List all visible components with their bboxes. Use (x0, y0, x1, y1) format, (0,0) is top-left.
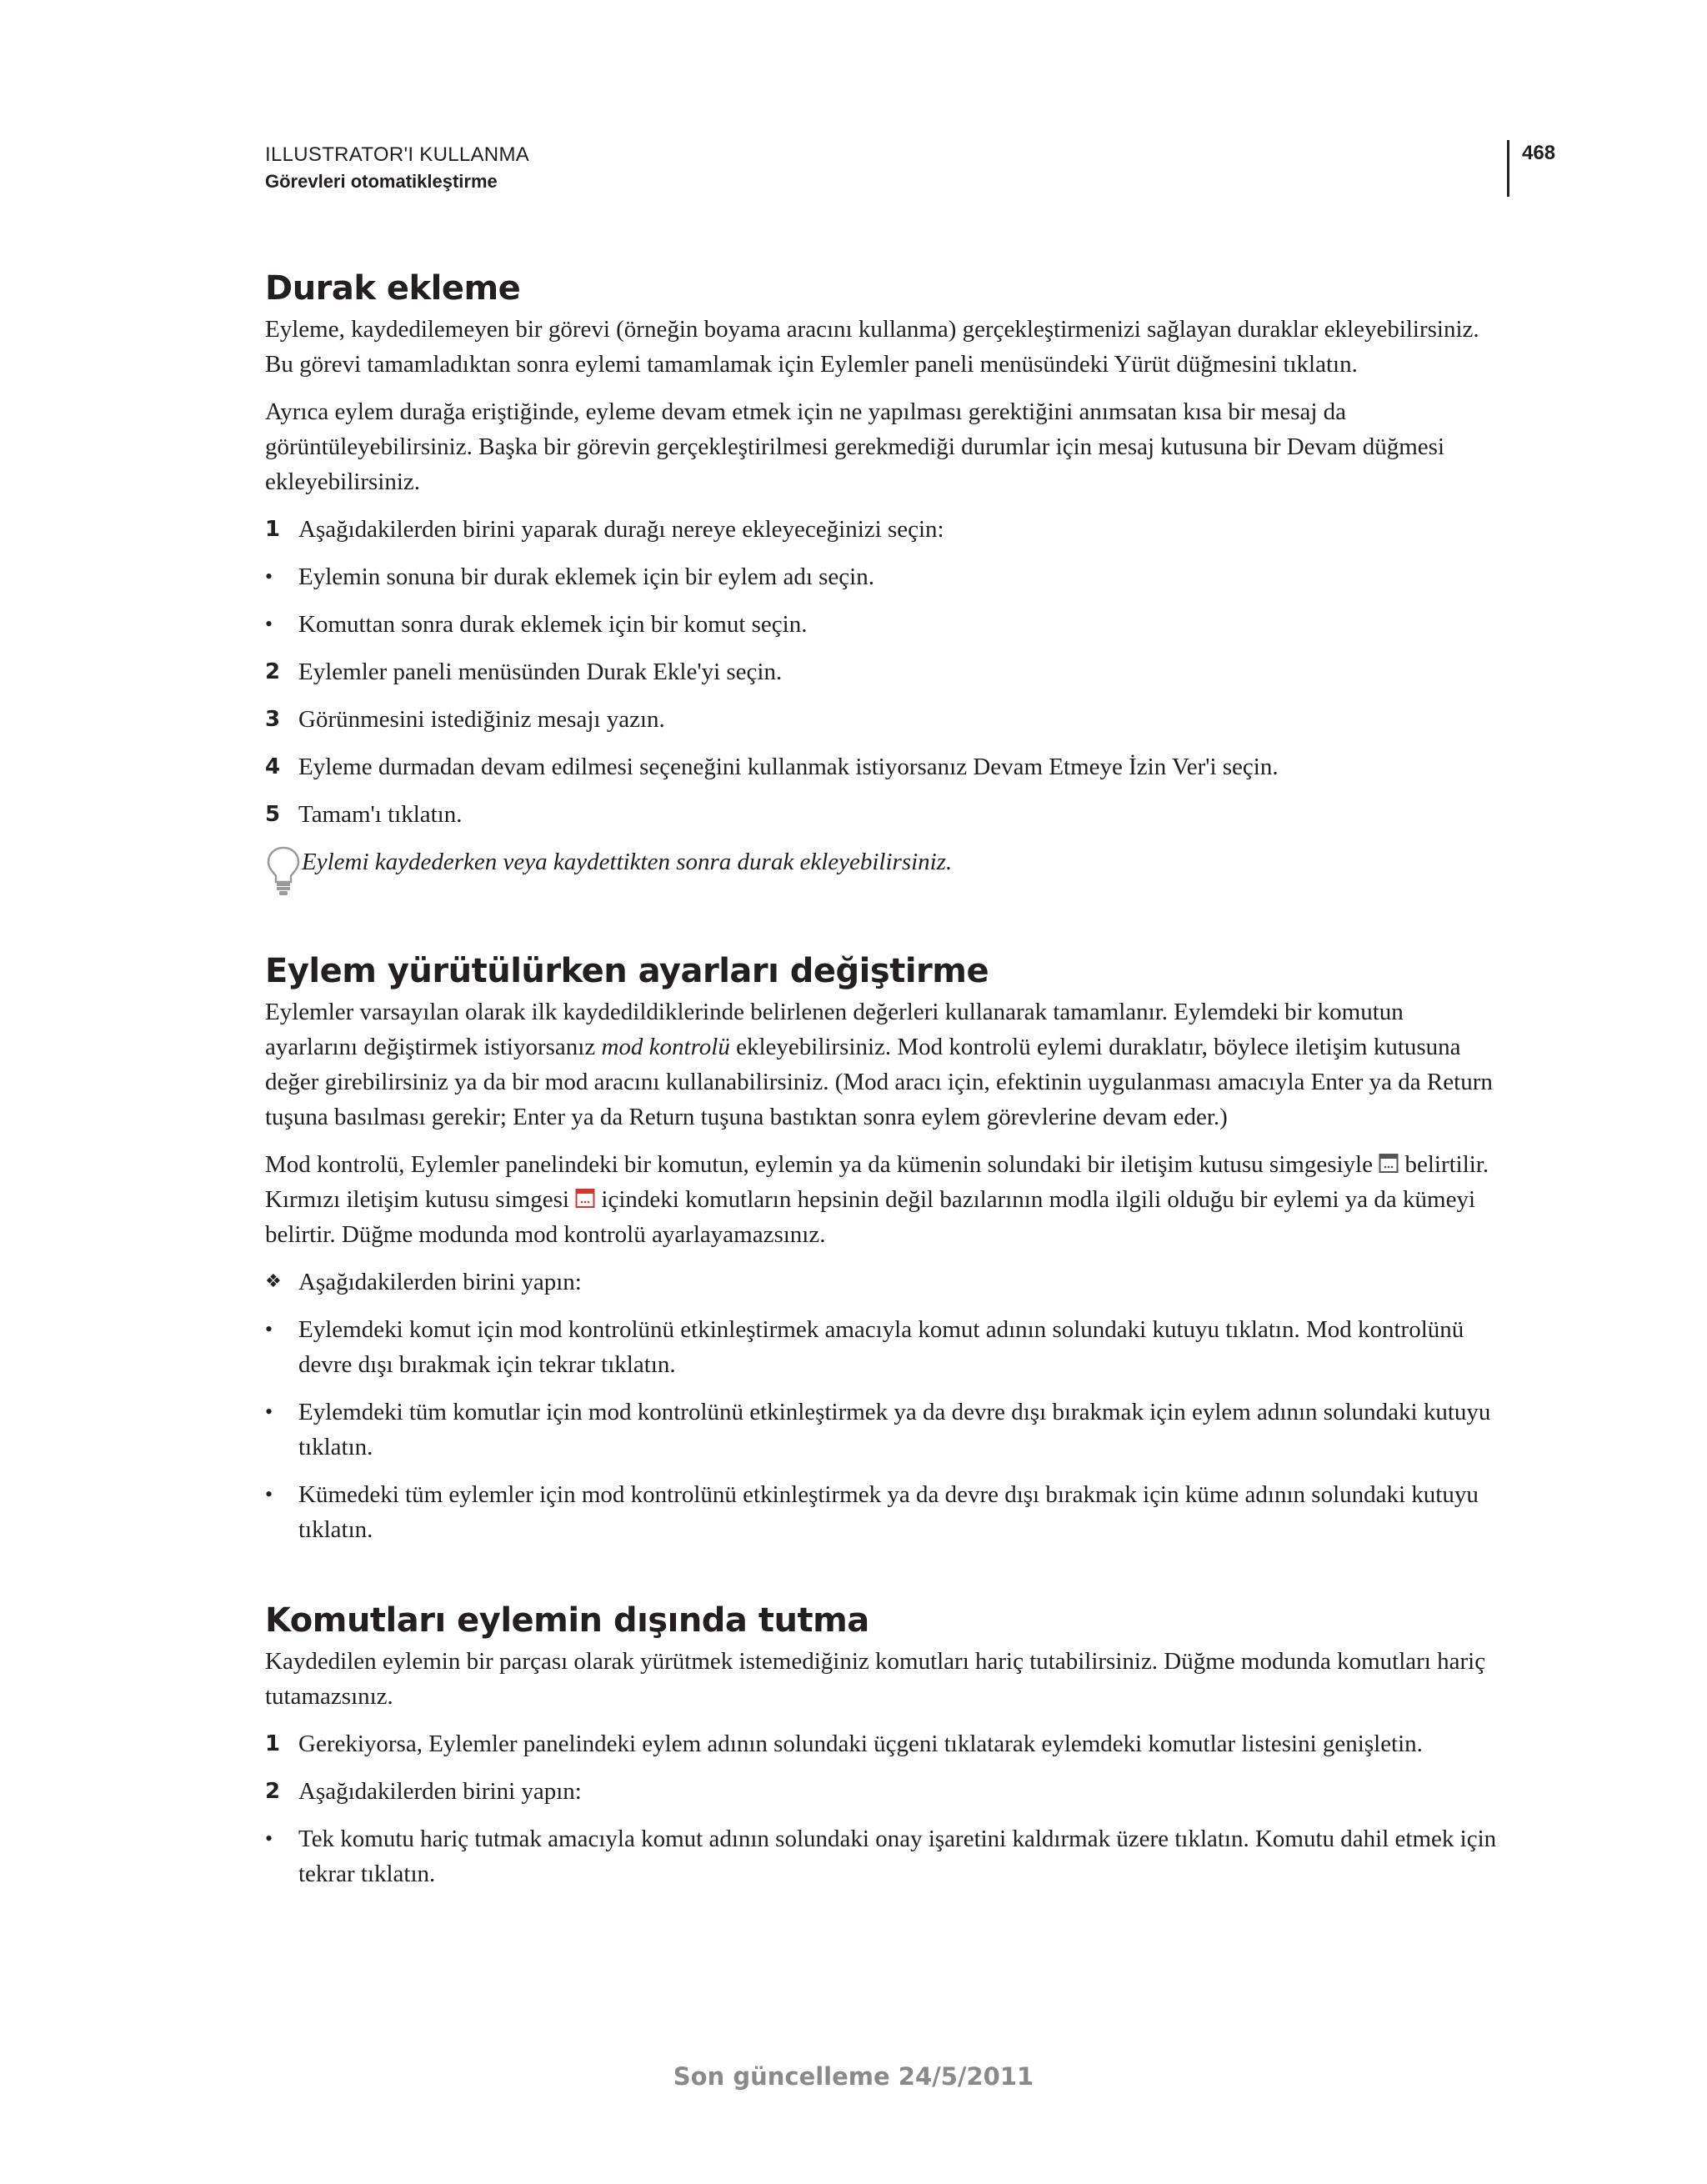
list-item (265, 1821, 1500, 1891)
list-item (265, 607, 1500, 642)
list-item-text: Aşağıdakilerden birini yaparak durağı nereye ekleyeceğinizi seçin: (298, 516, 944, 543)
text-run: belirtilir. Kırmızı iletişim kutusu simgesi (265, 1151, 1489, 1213)
paragraph (265, 1147, 1500, 1252)
dialog-box-icon (1379, 1153, 1399, 1175)
text-run: Mod kontrolü, Eylemler panelindeki bir komutun, eylemin ya da kümenin solundaki bir iletişim kutusu simgesiyle (265, 1151, 1379, 1178)
red-dialog-box-icon (575, 1188, 595, 1210)
bullet: • (265, 612, 273, 636)
header-divider (1507, 140, 1509, 197)
last-updated-footer: Son güncelleme 24/5/2011 (673, 2062, 1034, 2091)
list-item (265, 702, 1500, 737)
list-item (265, 559, 1500, 594)
bullet: • (265, 564, 273, 589)
emphasis-term: mod kontrolü (601, 1034, 730, 1060)
text-run: içindeki komutların hepsinin değil bazılarının modla ilgili olduğu bir eylemi ya da kümeyi belirtir. Düğme modunda mod kontrolü ayarlayamazsınız. (265, 1186, 1476, 1248)
list-item-text: Eylemdeki komut için mod kontrolünü etkinleştirmek amacıyla komut adının solundaki kutuyu tıklatın. Mod kontrolünü devre dışı bırakmak için tekrar tıklatın. (298, 1316, 1464, 1378)
list-item-text: Eylemler paneli menüsünden Durak Ekle'yi seçin. (298, 659, 783, 685)
paragraph: Kaydedilen eylemin bir parçası olarak yürütmek istemediğiniz komutları hariç tutabilirsiniz. Düğme modunda komutları hariç tutamazsınız. (265, 1648, 1486, 1710)
list-item-text: Aşağıdakilerden birini yapın: (298, 1269, 582, 1295)
step-number: 1 (265, 517, 281, 542)
list-item-text: Aşağıdakilerden birini yapın: (298, 1778, 582, 1805)
step-number: 2 (265, 1779, 281, 1804)
section-heading-durak-ekleme: Durak ekleme (265, 269, 521, 308)
text-run: Eylemler varsayılan olarak ilk kaydedildiklerinde belirlenen değerleri kullanarak tamamlanır. Eylemdeki bir komutun ayarlarını değiştirmek istiyorsanız (265, 999, 1404, 1060)
section-heading-mod-kontrolu: Eylem yürütülürken ayarları değiştirme (265, 952, 989, 990)
list-item-text: Görünmesini istediğiniz mesajı yazın. (298, 706, 665, 733)
step-number: 4 (265, 754, 281, 779)
list-item (265, 797, 1500, 832)
book-title: ILLUSTRATOR'I KULLANMA (265, 143, 530, 166)
list-item-text: Tek komutu hariç tutmak amacıyla komut adının solundaki onay işaretini kaldırmak üzere tıklatın. Komutu dahil etmek için tekrar tıklatın. (298, 1826, 1497, 1887)
list-item-text: Eylemdeki tüm komutlar için mod kontrolünü etkinleştirmek ya da devre dışı bırakmak için eylem adının solundaki kutuyu tıklatın. (298, 1399, 1491, 1460)
running-header (265, 143, 529, 193)
step-number: 2 (265, 659, 281, 684)
list-item (265, 1312, 1500, 1382)
page-content (265, 265, 1500, 1904)
bullet: • (265, 1826, 273, 1851)
bullet: • (265, 1482, 273, 1506)
paragraph (265, 994, 1500, 1135)
list-item-text: Eyleme durmadan devam edilmesi seçeneğini kullanmak istiyorsanız Devam Etmeye İzin Ver'i seçin. (298, 754, 1279, 780)
lightbulb-icon (265, 844, 302, 898)
list-item (265, 1726, 1500, 1761)
list-item (265, 1774, 1500, 1809)
step-number: 5 (265, 802, 281, 827)
list-item-text: Komuttan sonra durak eklemek için bir komut seçin. (298, 611, 808, 638)
page-number: 468 (1522, 142, 1556, 164)
list-item (265, 512, 1500, 547)
list-item-text: Kümedeki tüm eylemler için mod kontrolünü etkinleştirmek ya da devre dışı bırakmak için küme adının solundaki kutuyu tıklatın. (298, 1481, 1479, 1543)
bullet: • (265, 1400, 273, 1424)
list-item (265, 1395, 1500, 1465)
list-item (265, 749, 1500, 784)
list-item-text: Gerekiyorsa, Eylemler panelindeki eylem adının solundaki üçgeni tıklatarak eylemdeki komutlar listesini genişletin. (298, 1731, 1423, 1757)
paragraph: Ayrıca eylem durağa eriştiğinde, eyleme devam etmek için ne yapılması gerektiğini anımsatan kısa bir mesaj da görüntüleyebilirsiniz. Başka bir görevin gerçekleştirilmesi gerekmediği durumlar için mesaj kutusuna bir Devam düğmesi ekleyebilirsiniz. (265, 398, 1444, 495)
list-item (265, 1265, 1500, 1300)
text-run: ekleyebilirsiniz. Mod kontrolü eylemi duraklatır, böylece iletişim kutusuna değer girebilirsiniz ya da bir mod aracını kullanabilirsiniz. (Mod aracı için, efektinin uygulanması amacıyla Enter ya da Return tuşuna basılması gerekir; Enter ya da Return tuşuna bastıktan sonra eylem görevlerine devam eder.) (265, 1034, 1493, 1130)
step-number: 3 (265, 707, 281, 732)
list-item-text: Eylemin sonuna bir durak eklemek için bir eylem adı seçin. (298, 564, 874, 590)
tip-note (265, 844, 1500, 898)
list-item (265, 654, 1500, 689)
step-number: 1 (265, 1731, 281, 1756)
paragraph: Eyleme, kaydedilemeyen bir görevi (örneğin boyama aracını kullanma) gerçekleştirmenizi sağlayan duraklar ekleyebilirsiniz. Bu görevi tamamladıktan sonra eylemi tamamlamak için Eylemler paneli menüsündeki Yürüt düğmesini tıklatın. (265, 316, 1479, 378)
diamond-bullet-icon: ❖ (265, 1271, 282, 1292)
tip-text: Eylemi kaydederken veya kaydettikten sonra durak ekleyebilirsiniz. (302, 849, 953, 875)
list-item (265, 1477, 1500, 1547)
chapter-title: Görevleri otomatikleştirme (265, 170, 498, 192)
bullet: • (265, 1317, 273, 1341)
list-item-text: Tamam'ı tıklatın. (298, 801, 463, 828)
section-heading-komutlari-haric-tutma: Komutları eylemin dışında tutma (265, 1601, 869, 1640)
